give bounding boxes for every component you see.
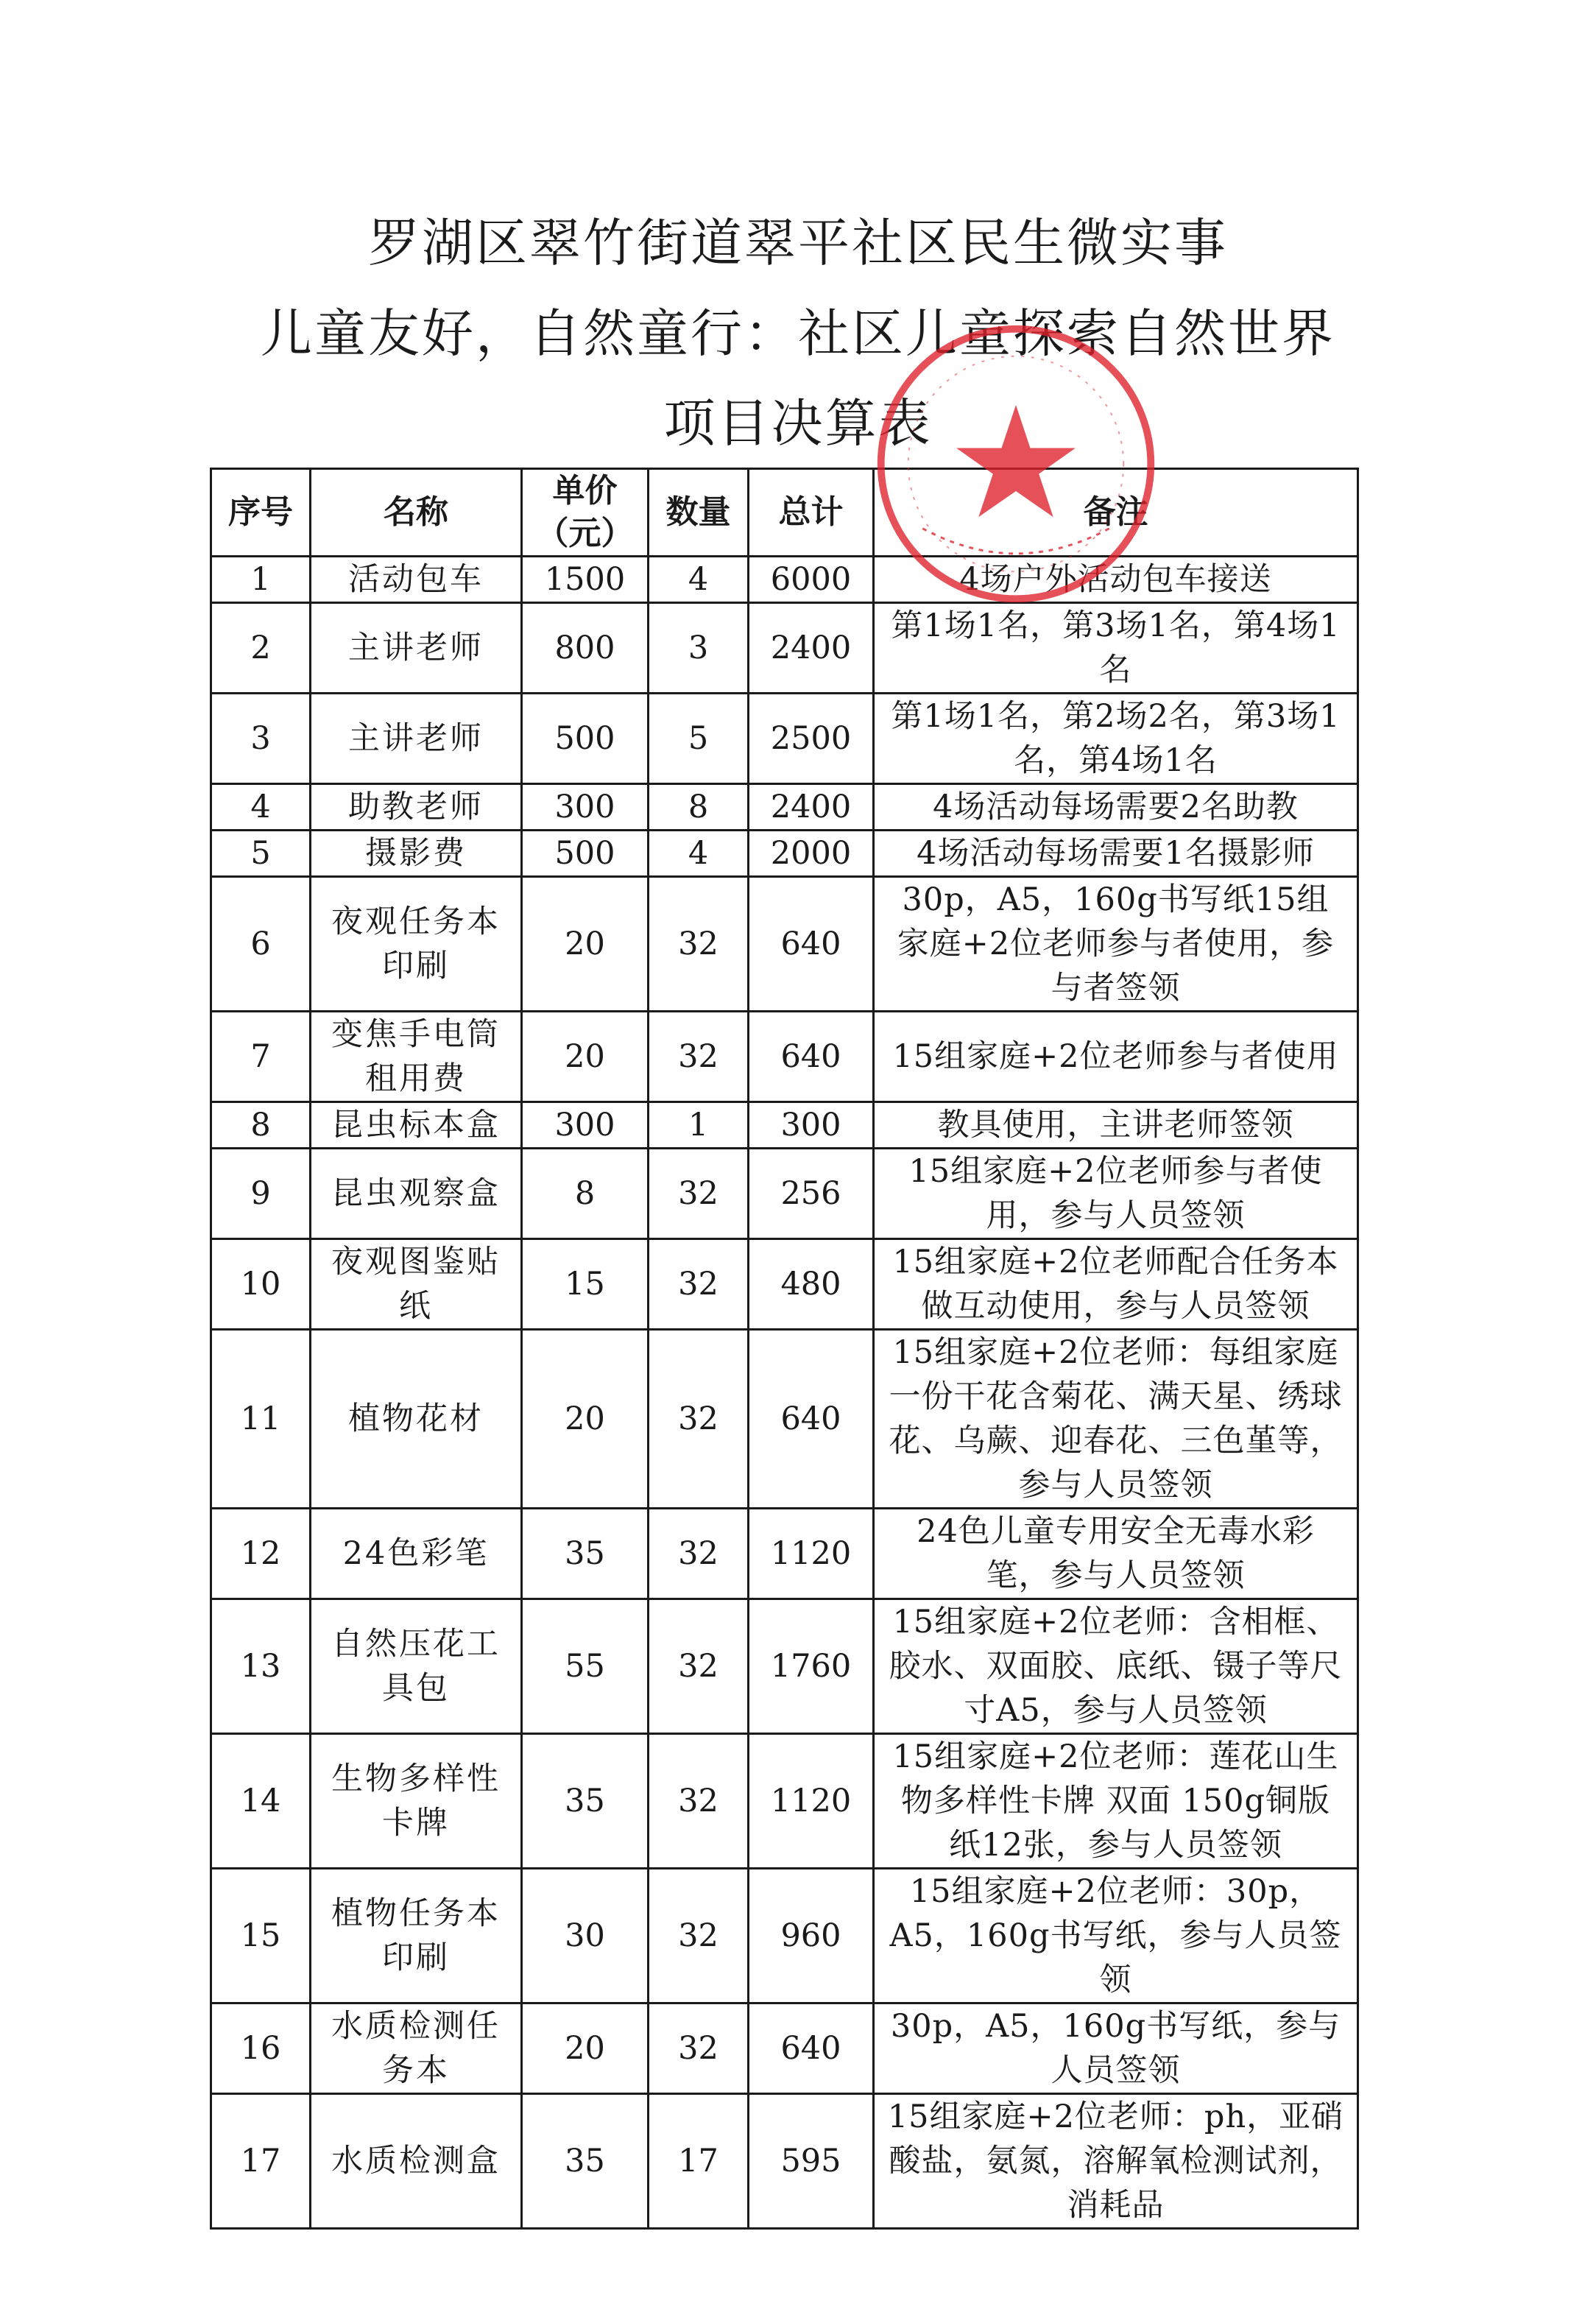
cell-unit-price: 35 <box>522 1734 649 1869</box>
cell-index: 11 <box>211 1330 311 1509</box>
cell-total: 1120 <box>749 1734 874 1869</box>
table-header-row <box>211 469 1358 557</box>
cell-unit-price: 20 <box>522 1330 649 1509</box>
header-unit-price-label: 单价 <box>552 472 618 510</box>
cell-unit-price: 20 <box>522 1012 649 1102</box>
cell-index: 9 <box>211 1149 311 1239</box>
cell-quantity: 32 <box>649 2003 749 2094</box>
cell-quantity: 1 <box>649 1102 749 1149</box>
cell-unit-price: 35 <box>522 1509 649 1599</box>
cell-unit-price: 55 <box>522 1599 649 1734</box>
cell-unit-price: 300 <box>522 1102 649 1149</box>
cell-name: 昆虫观察盒 <box>311 1149 522 1239</box>
cell-index: 4 <box>211 784 311 831</box>
cell-total: 960 <box>749 1869 874 2003</box>
title-line-3: 项目决算表 <box>663 393 933 454</box>
cell-note: 第1场1名，第3场1名，第4场1名 <box>874 603 1358 694</box>
cell-note: 30p，A5，160g书写纸15组家庭+2位老师参与者使用，参与者签领 <box>874 877 1358 1012</box>
cell-index: 14 <box>211 1734 311 1869</box>
cell-name: 植物任务本印刷 <box>311 1869 522 2003</box>
table-row <box>211 1102 1358 1149</box>
cell-unit-price: 20 <box>522 2003 649 2094</box>
cell-name: 变焦手电筒租用费 <box>311 1012 522 1102</box>
cell-note: 30p，A5，160g书写纸，参与人员签领 <box>874 2003 1358 2094</box>
header-quantity: 数量 <box>649 469 749 557</box>
cell-index: 6 <box>211 877 311 1012</box>
cell-name: 水质检测任务本 <box>311 2003 522 2094</box>
cell-total: 2400 <box>749 784 874 831</box>
cell-unit-price: 1500 <box>522 557 649 603</box>
cell-total: 2500 <box>749 694 874 784</box>
cell-total: 1120 <box>749 1509 874 1599</box>
cell-name: 活动包车 <box>311 557 522 603</box>
cell-quantity: 3 <box>649 603 749 694</box>
cell-quantity: 32 <box>649 1239 749 1330</box>
table-row <box>211 784 1358 831</box>
cell-index: 3 <box>211 694 311 784</box>
cell-name: 主讲老师 <box>311 603 522 694</box>
cell-name: 摄影费 <box>311 831 522 877</box>
header-name: 名称 <box>311 469 522 557</box>
cell-note: 15组家庭+2位老师参与者使用 <box>874 1012 1358 1102</box>
cell-unit-price: 800 <box>522 603 649 694</box>
cell-note: 15组家庭+2位老师：30p，A5，160g书写纸，参与人员签领 <box>874 1869 1358 2003</box>
table-row <box>211 831 1358 877</box>
cell-index: 1 <box>211 557 311 603</box>
cell-quantity: 4 <box>649 557 749 603</box>
cell-name: 生物多样性卡牌 <box>311 1734 522 1869</box>
cell-name: 24色彩笔 <box>311 1509 522 1599</box>
header-unit-price-unit: （元） <box>536 515 634 552</box>
cell-quantity: 32 <box>649 1330 749 1509</box>
cell-quantity: 4 <box>649 831 749 877</box>
cell-name: 夜观任务本印刷 <box>311 877 522 1012</box>
cell-unit-price: 20 <box>522 877 649 1012</box>
title-line-1: 罗湖区翠竹街道翠平社区民生微实事 <box>368 213 1228 273</box>
cell-unit-price: 35 <box>522 2094 649 2229</box>
budget-table <box>210 468 1359 2230</box>
cell-total: 2400 <box>749 603 874 694</box>
cell-index: 16 <box>211 2003 311 2094</box>
cell-note: 4场活动每场需要1名摄影师 <box>874 831 1358 877</box>
table-row <box>211 603 1358 694</box>
table-row <box>211 1149 1358 1239</box>
cell-total: 640 <box>749 877 874 1012</box>
table-body <box>211 557 1358 2229</box>
cell-quantity: 32 <box>649 1149 749 1239</box>
cell-note: 15组家庭+2位老师参与者使用，参与人员签领 <box>874 1149 1358 1239</box>
cell-total: 6000 <box>749 557 874 603</box>
cell-index: 2 <box>211 603 311 694</box>
cell-total: 640 <box>749 1012 874 1102</box>
cell-quantity: 32 <box>649 877 749 1012</box>
cell-index: 8 <box>211 1102 311 1149</box>
cell-quantity: 17 <box>649 2094 749 2229</box>
header-unit-price <box>522 469 649 557</box>
cell-total: 300 <box>749 1102 874 1149</box>
cell-index: 12 <box>211 1509 311 1599</box>
cell-total: 480 <box>749 1239 874 1330</box>
cell-note: 第1场1名，第2场2名，第3场1名，第4场1名 <box>874 694 1358 784</box>
cell-total: 640 <box>749 1330 874 1509</box>
cell-unit-price: 300 <box>522 784 649 831</box>
header-total: 总计 <box>749 469 874 557</box>
cell-note: 15组家庭+2位老师：莲花山生物多样性卡牌 双面 150g铜版纸12张，参与人员签领 <box>874 1734 1358 1869</box>
cell-name: 夜观图鉴贴纸 <box>311 1239 522 1330</box>
table-row <box>211 1599 1358 1734</box>
cell-name: 昆虫标本盒 <box>311 1102 522 1149</box>
cell-name: 主讲老师 <box>311 694 522 784</box>
cell-index: 15 <box>211 1869 311 2003</box>
cell-unit-price: 500 <box>522 694 649 784</box>
table-row <box>211 694 1358 784</box>
cell-index: 5 <box>211 831 311 877</box>
cell-quantity: 32 <box>649 1734 749 1869</box>
table-row <box>211 1734 1358 1869</box>
cell-index: 17 <box>211 2094 311 2229</box>
cell-index: 13 <box>211 1599 311 1734</box>
cell-index: 10 <box>211 1239 311 1330</box>
cell-total: 595 <box>749 2094 874 2229</box>
cell-name: 助教老师 <box>311 784 522 831</box>
table-row <box>211 877 1358 1012</box>
header-index: 序号 <box>211 469 311 557</box>
cell-quantity: 32 <box>649 1012 749 1102</box>
cell-unit-price: 15 <box>522 1239 649 1330</box>
cell-unit-price: 30 <box>522 1869 649 2003</box>
cell-name: 植物花材 <box>311 1330 522 1509</box>
cell-quantity: 32 <box>649 1869 749 2003</box>
table-row <box>211 1012 1358 1102</box>
cell-total: 1760 <box>749 1599 874 1734</box>
cell-note: 15组家庭+2位老师配合任务本做互动使用，参与人员签领 <box>874 1239 1358 1330</box>
cell-note: 4场户外活动包车接送 <box>874 557 1358 603</box>
table-row <box>211 1509 1358 1599</box>
cell-note: 教具使用，主讲老师签领 <box>874 1102 1358 1149</box>
cell-total: 256 <box>749 1149 874 1239</box>
cell-quantity: 8 <box>649 784 749 831</box>
cell-total: 640 <box>749 2003 874 2094</box>
cell-note: 24色儿童专用安全无毒水彩笔，参与人员签领 <box>874 1509 1358 1599</box>
table-row <box>211 1330 1358 1509</box>
cell-index: 7 <box>211 1012 311 1102</box>
cell-name: 自然压花工具包 <box>311 1599 522 1734</box>
cell-note: 15组家庭+2位老师：含相框、胶水、双面胶、底纸、镊子等尺寸A5，参与人员签领 <box>874 1599 1358 1734</box>
cell-quantity: 5 <box>649 694 749 784</box>
table-row <box>211 557 1358 603</box>
cell-quantity: 32 <box>649 1599 749 1734</box>
cell-unit-price: 500 <box>522 831 649 877</box>
table-row <box>211 2094 1358 2229</box>
cell-note: 15组家庭+2位老师：每组家庭一份干花含菊花、满天星、绣球花、乌蕨、迎春花、三色堇等，参与人员签领 <box>874 1330 1358 1509</box>
cell-name: 水质检测盒 <box>311 2094 522 2229</box>
cell-total: 2000 <box>749 831 874 877</box>
cell-quantity: 32 <box>649 1509 749 1599</box>
table-row <box>211 1869 1358 2003</box>
table-row <box>211 1239 1358 1330</box>
cell-unit-price: 8 <box>522 1149 649 1239</box>
cell-note: 15组家庭+2位老师：ph，亚硝酸盐，氨氮，溶解氧检测试剂，消耗品 <box>874 2094 1358 2229</box>
cell-note: 4场活动每场需要2名助教 <box>874 784 1358 831</box>
title-line-2: 儿童友好，自然童行：社区儿童探索自然世界 <box>261 303 1335 364</box>
table-row <box>211 2003 1358 2094</box>
header-note: 备注 <box>874 469 1358 557</box>
